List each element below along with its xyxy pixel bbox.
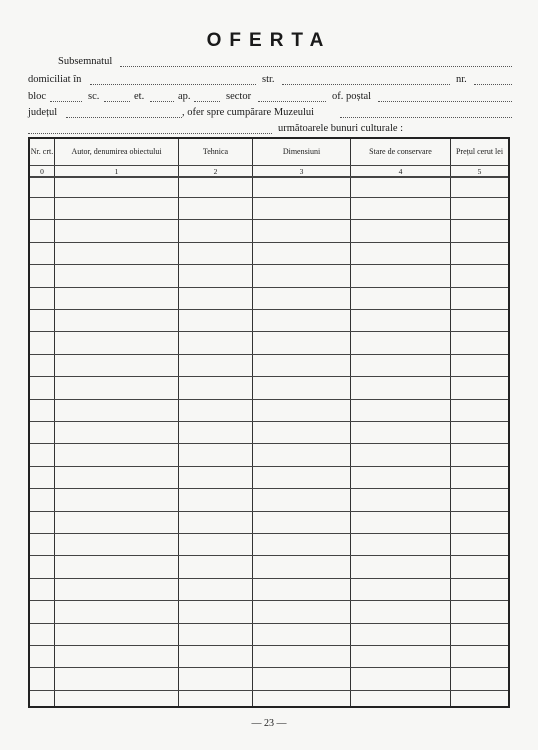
- field-judetul[interactable]: [66, 117, 182, 118]
- table-row-line: [30, 511, 508, 512]
- table-row-line: [30, 421, 508, 422]
- field-nr[interactable]: [474, 84, 512, 85]
- field-of-postal[interactable]: [378, 101, 512, 102]
- label-sector: sector: [226, 91, 252, 102]
- table-row-line: [30, 533, 508, 534]
- label-judetul: județul: [28, 107, 58, 118]
- label-urmatoarele: următoarele bunuri culturale :: [278, 123, 404, 134]
- col-divider: [252, 139, 253, 706]
- label-ofer: , ofer spre cumpărare Muzeului: [182, 107, 315, 118]
- table-row-line: [30, 555, 508, 556]
- label-et: et.: [134, 91, 145, 102]
- table-row-line: [30, 466, 508, 467]
- col-header-tehnica: Tehnica: [202, 147, 229, 156]
- field-et[interactable]: [150, 101, 174, 102]
- col-header-stare: Stare de conservare: [369, 147, 432, 156]
- col-header-nr: Nr. crt.: [30, 147, 54, 156]
- offer-table: [28, 137, 510, 708]
- table-row-line: [30, 287, 508, 288]
- label-subsemnatul: Subsemnatul: [58, 56, 113, 67]
- table-row-line: [30, 600, 508, 601]
- col-number-3: 3: [299, 166, 304, 176]
- label-ap: ap.: [178, 91, 191, 102]
- col-number-0: 0: [40, 166, 44, 176]
- numbers-divider: [30, 176, 508, 178]
- field-ap[interactable]: [194, 101, 220, 102]
- col-divider: [450, 139, 451, 706]
- table-row-line: [30, 376, 508, 377]
- table-row-line: [30, 264, 508, 265]
- table-row-line: [30, 309, 508, 310]
- document-title: OFERTA: [206, 30, 332, 51]
- form-line-judet: [28, 107, 512, 121]
- field-bloc[interactable]: [50, 101, 82, 102]
- col-number-5: 5: [477, 166, 482, 176]
- table-row-line: [30, 645, 508, 646]
- label-str: str.: [262, 74, 275, 85]
- table-row-line: [30, 331, 508, 332]
- col-header-autor: Autor, denumirea obiectului: [71, 147, 162, 156]
- page-number: — 23 —: [251, 718, 287, 729]
- form-line-urmatoarele: [28, 123, 512, 137]
- label-domiciliat: domiciliat în: [28, 74, 82, 85]
- form-line-subsemnatul: [28, 56, 512, 70]
- table-row-line: [30, 578, 508, 579]
- table-row-line: [30, 242, 508, 243]
- field-subsemnatul[interactable]: [120, 66, 512, 67]
- field-sector[interactable]: [258, 101, 326, 102]
- label-of-postal: of. poștal: [332, 91, 372, 102]
- col-number-2: 2: [213, 166, 218, 176]
- col-number-1: 1: [114, 166, 119, 176]
- table-row-line: [30, 690, 508, 691]
- form-line-domiciliu: [28, 74, 512, 88]
- label-sc: sc.: [88, 91, 100, 102]
- field-muzeu[interactable]: [340, 117, 512, 118]
- label-nr: nr.: [456, 74, 467, 85]
- field-sc[interactable]: [104, 101, 130, 102]
- form-line-adresa: [28, 91, 512, 105]
- label-bloc: bloc: [28, 91, 47, 102]
- table-row-line: [30, 623, 508, 624]
- col-divider: [54, 139, 55, 706]
- table-row-line: [30, 197, 508, 198]
- table-row-line: [30, 399, 508, 400]
- field-str[interactable]: [282, 84, 450, 85]
- col-divider: [350, 139, 351, 706]
- table-row-line: [30, 488, 508, 489]
- col-number-4: 4: [398, 166, 403, 176]
- col-header-dimensiuni: Dimensiuni: [282, 147, 321, 156]
- table-row-line: [30, 354, 508, 355]
- table-row-line: [30, 219, 508, 220]
- field-domiciliat[interactable]: [90, 84, 256, 85]
- table-row-line: [30, 667, 508, 668]
- table-row-line: [30, 443, 508, 444]
- col-header-pret: Prețul cerut lei: [455, 147, 504, 156]
- col-divider: [178, 139, 179, 706]
- field-muzeu-cont[interactable]: [28, 133, 272, 134]
